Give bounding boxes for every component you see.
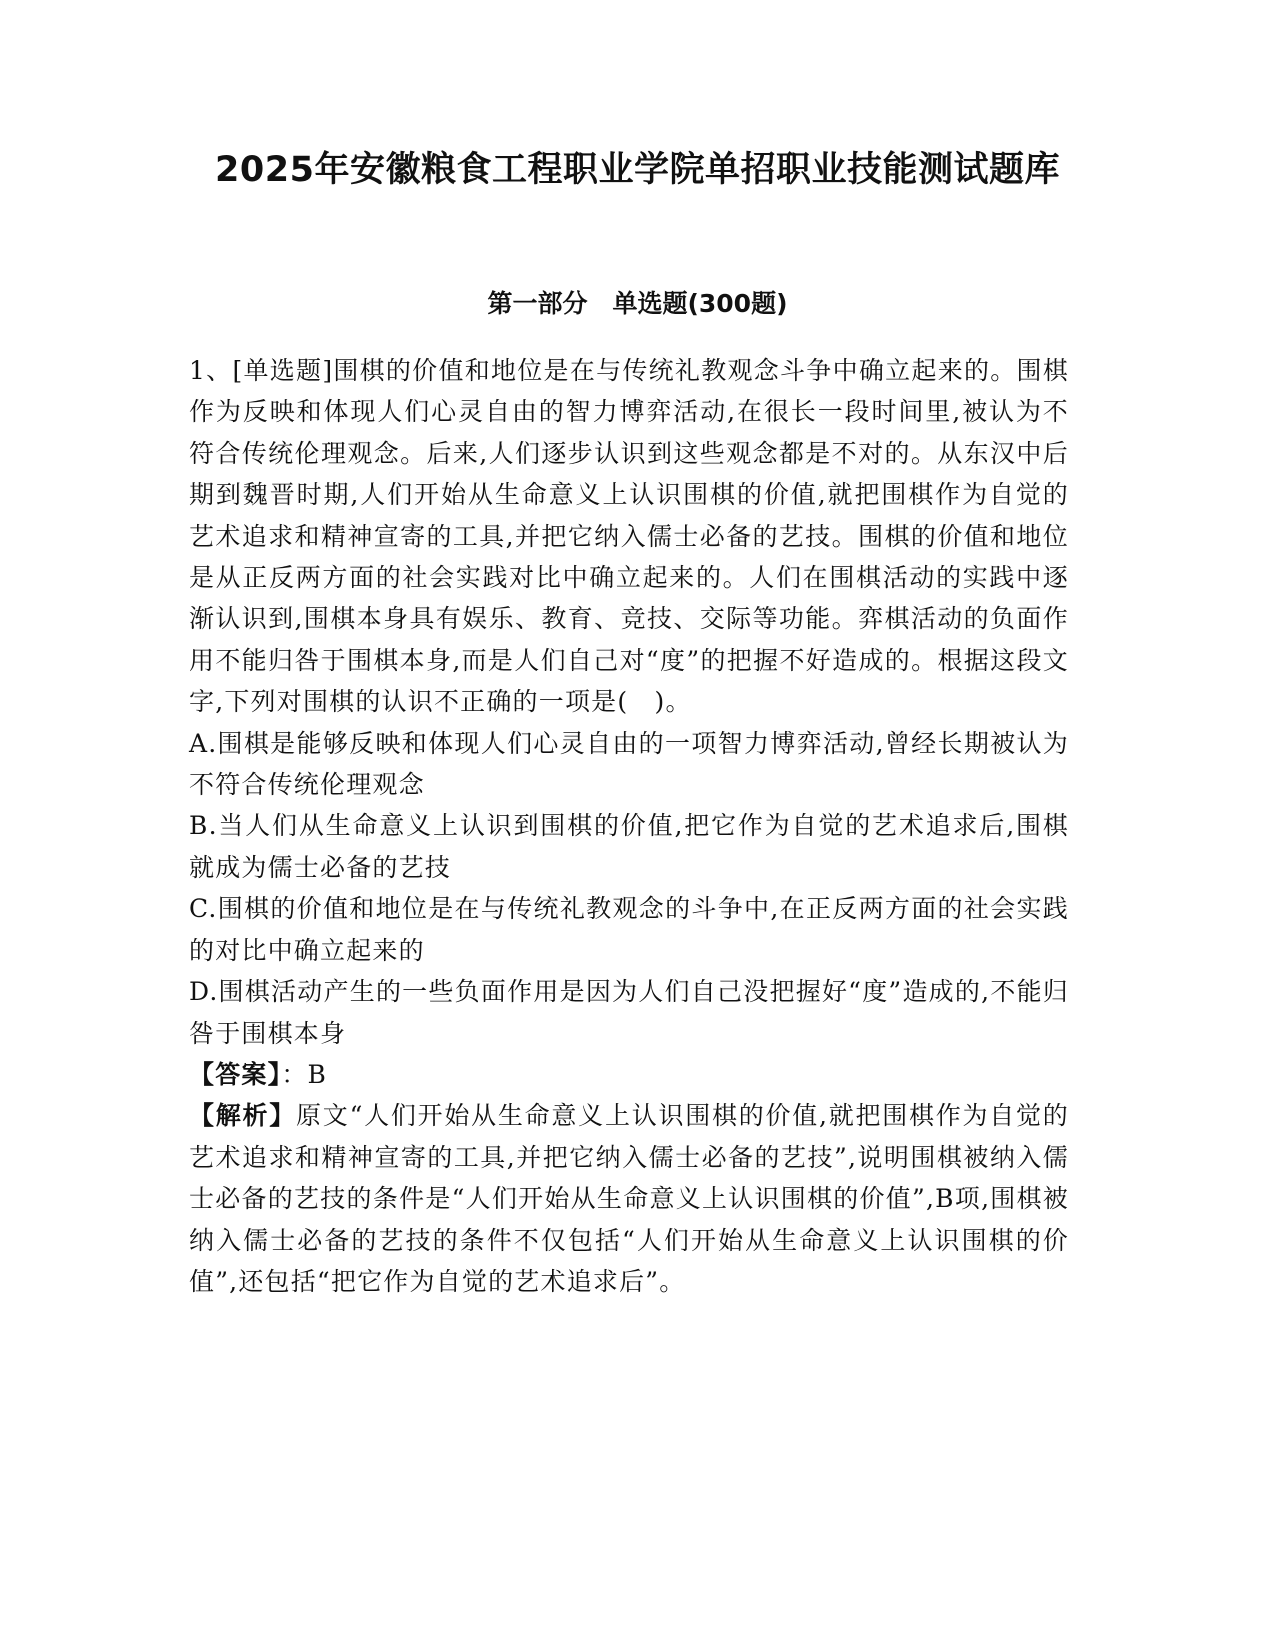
answer-line — [189, 1054, 1069, 1095]
option-a: A.围棋是能够反映和体现人们心灵自由的一项智力博弈活动,曾经长期被认为不符合传统伦理观念 — [189, 728, 1069, 800]
answer-separator: ： — [281, 1059, 308, 1089]
document-title: 2025年安徽粮食工程职业学院单招职业技能测试题库 — [215, 150, 1060, 190]
analysis-text: 原文“人们开始从生命意义上认识围棋的价值,就把围棋作为自觉的艺术追求和精神宣寄的工具,并把它纳入儒士必备的艺技”,说明围棋被纳入儒士必备的艺技的条件是“人们开始从生命意义上认识围棋的价值”,B项,围棋被纳入儒士必备的艺技的条件不仅包括“人们开始从生命意义上认识围棋的价值”,还包括“把它作为自觉的艺术追求后”。 — [189, 1101, 1069, 1296]
question-block — [189, 350, 1069, 1302]
option-d: D.围棋活动产生的一些负面作用是因为人们自己没把握好“度”造成的,不能归咎于围棋本身 — [189, 977, 1069, 1048]
option-c: C.围棋的价值和地位是在与传统礼教观念的斗争中,在正反两方面的社会实践的对比中确立起来的 — [189, 894, 1069, 965]
section-title: 第一部分 单选题(300题) — [487, 289, 788, 318]
question-stem: 1、[单选题]围棋的价值和地位是在与传统礼教观念斗争中确立起来的。围棋作为反映和体现人们心灵自由的智力博弈活动,在很长一段时间里,被认为不符合传统伦理观念。后来,人们逐步认识到这些观念都是不对的。从东汉中后期到魏晋时期,人们开始从生命意义上认识围棋的价值,就把围棋作为自觉的艺术追求和精神宣寄的工具,并把它纳入儒士必备的艺技。围棋的价值和地位是从正反两方面的社会实践对比中确立起来的。人们在围棋活动的实践中逐渐认识到,围棋本身具有娱乐、教育、竞技、交际等功能。弈棋活动的负面作用不能归咎于围棋本身,而是人们自己对“度”的把握不好造成的。根据这段文字,下列对围棋的认识不正确的一项是( )。 — [189, 356, 1069, 717]
analysis-label: 【解析】 — [189, 1101, 297, 1131]
option-b: B.当人们从生命意义上认识到围棋的价值,把它作为自觉的艺术追求后,围棋就成为儒士必备的艺技 — [189, 811, 1069, 882]
answer-value: B — [307, 1059, 328, 1089]
analysis-paragraph — [189, 1095, 1069, 1302]
answer-label: 【答案】 — [189, 1059, 282, 1089]
